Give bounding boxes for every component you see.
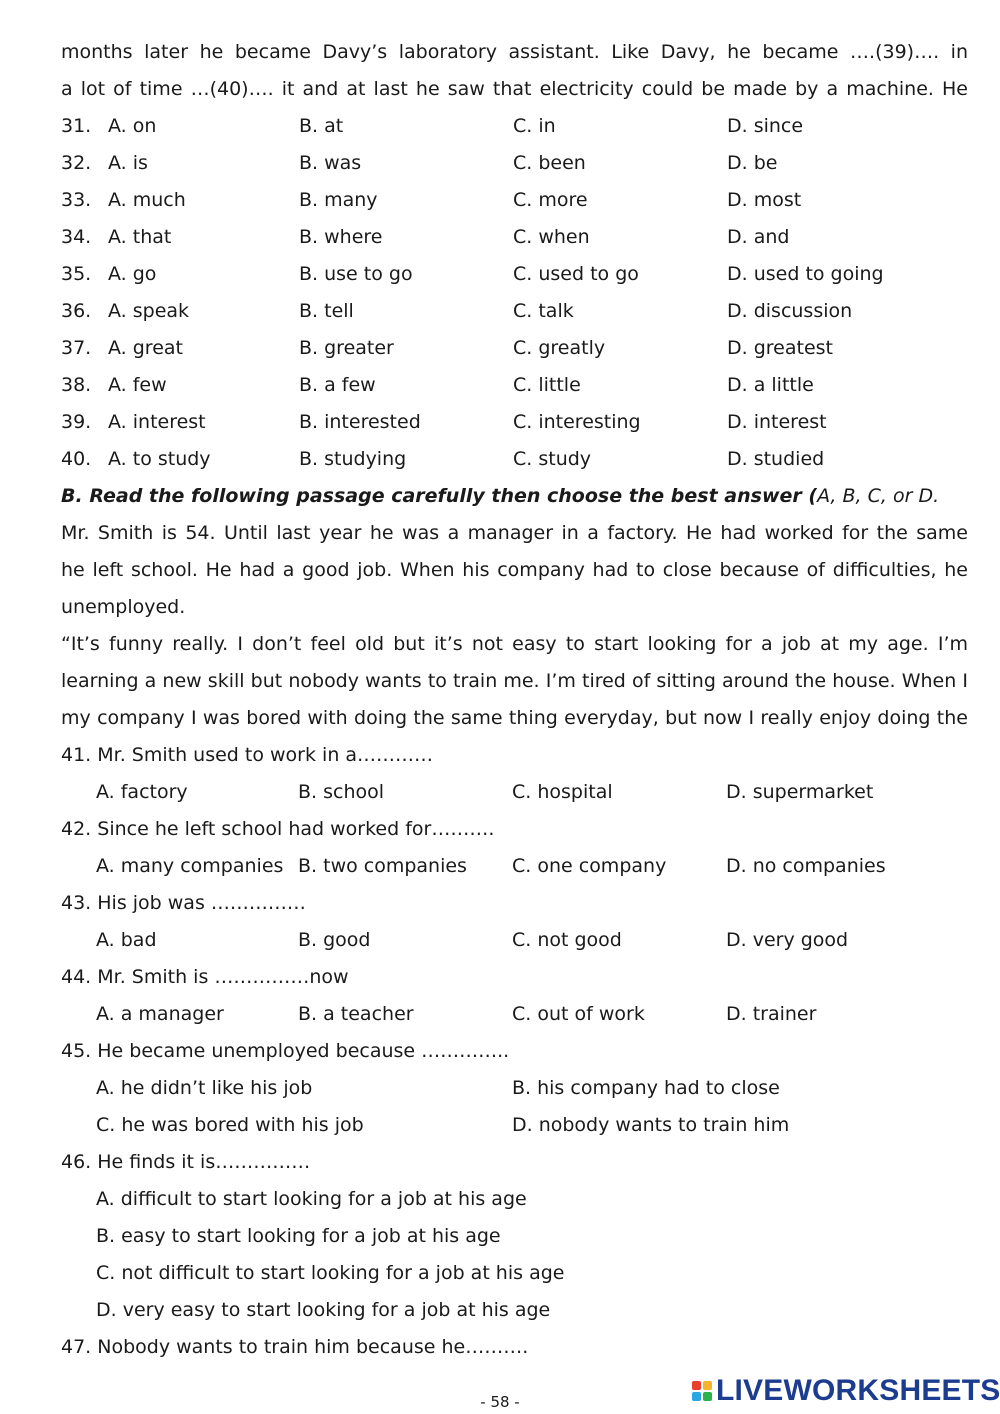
option-c[interactable]: C. study (513, 448, 592, 470)
option-b[interactable]: B. use to go (299, 263, 413, 285)
option-c[interactable]: C. used to go (513, 263, 639, 285)
logo-mark-icon (692, 1381, 712, 1401)
question-32 (61, 145, 968, 182)
option-b[interactable]: B. tell (299, 300, 354, 322)
question-33 (61, 182, 968, 219)
option-c[interactable]: C. in (513, 115, 556, 137)
option-a[interactable]: A. few (108, 374, 167, 396)
instruction-options: A, B, C, or D. (817, 485, 940, 507)
option-a[interactable]: A. a manager (96, 1003, 224, 1025)
intro-line: months later he became Davy’s laboratory assistant. Like Davy, he became ….(39)…. in (61, 41, 968, 63)
option-c[interactable]: C. little (513, 374, 581, 396)
option-d[interactable]: D. very easy to start looking for a job at his age (96, 1299, 551, 1321)
option-b[interactable]: B. where (299, 226, 383, 248)
question-number: 32. (61, 152, 92, 174)
question-number: 39. (61, 411, 92, 433)
passage-line: unemployed. (61, 596, 186, 618)
option-d[interactable]: D. supermarket (726, 781, 874, 803)
option-a[interactable]: A. on (108, 115, 157, 137)
passage-line: learning a new skill but nobody wants to train me. I’m tired of sitting around the house. When I (61, 670, 968, 692)
option-c[interactable]: C. not difficult to start looking for a job at his age (96, 1262, 565, 1284)
option-a[interactable]: A. go (108, 263, 157, 285)
logo-square (703, 1392, 712, 1401)
question-43-options (96, 922, 968, 959)
option-c[interactable]: C. been (513, 152, 586, 174)
instruction-text: B. Read the following passage carefully then choose the best answer ( (61, 485, 818, 507)
option-c[interactable]: C. one company (512, 855, 667, 877)
option-a[interactable]: A. many companies (96, 855, 284, 877)
question-number: 33. (61, 189, 92, 211)
question-41-stem: 41. Mr. Smith used to work in a………… (61, 744, 434, 766)
question-number: 37. (61, 337, 92, 359)
passage-line: “It’s funny really. I don’t feel old but it’s not easy to start looking for a job at my age. I’m (61, 633, 968, 655)
logo-square (692, 1392, 701, 1401)
option-d[interactable]: D. most (727, 189, 802, 211)
option-c[interactable]: C. he was bored with his job (96, 1114, 364, 1136)
question-41-options (96, 774, 968, 811)
intro-line: a lot of time …(40)…. it and at last he saw that electricity could be made by a machine. He (61, 78, 968, 100)
question-44-options (96, 996, 968, 1033)
option-c[interactable]: C. when (513, 226, 590, 248)
option-b[interactable]: B. was (299, 152, 362, 174)
option-c[interactable]: C. more (513, 189, 588, 211)
option-d[interactable]: D. used to going (727, 263, 884, 285)
option-d[interactable]: D. discussion (727, 300, 853, 322)
option-b[interactable]: B. school (298, 781, 385, 803)
question-43-stem: 43. His job was …………… (61, 892, 306, 914)
option-a[interactable]: A. much (108, 189, 186, 211)
option-d[interactable]: D. nobody wants to train him (512, 1114, 790, 1136)
question-31 (61, 108, 968, 145)
option-a[interactable]: A. he didn’t like his job (96, 1077, 313, 1099)
option-a[interactable]: A. bad (96, 929, 157, 951)
option-d[interactable]: D. greatest (727, 337, 833, 359)
question-42-stem: 42. Since he left school had worked for………. (61, 818, 495, 840)
question-37 (61, 330, 968, 367)
option-a[interactable]: A. great (108, 337, 183, 359)
option-b[interactable]: B. many (299, 189, 378, 211)
question-36 (61, 293, 968, 330)
question-44-stem: 44. Mr. Smith is ……………now (61, 966, 349, 988)
option-b[interactable]: B. at (299, 115, 344, 137)
passage-line: my company I was bored with doing the same thing everyday, but now I really enjoy doing the (61, 707, 968, 729)
option-d[interactable]: D. interest (727, 411, 827, 433)
option-c[interactable]: C. not good (512, 929, 622, 951)
question-40 (61, 441, 968, 478)
question-number: 34. (61, 226, 92, 248)
option-a[interactable]: A. that (108, 226, 172, 248)
option-a[interactable]: A. is (108, 152, 148, 174)
option-c[interactable]: C. hospital (512, 781, 613, 803)
part-b-instruction (61, 478, 968, 515)
question-38 (61, 367, 968, 404)
logo-square (692, 1381, 701, 1390)
option-b[interactable]: B. his company had to close (512, 1077, 780, 1099)
option-c[interactable]: C. greatly (513, 337, 606, 359)
option-b[interactable]: B. good (298, 929, 371, 951)
option-c[interactable]: C. interesting (513, 411, 641, 433)
option-a[interactable]: A. factory (96, 781, 188, 803)
option-b[interactable]: B. a teacher (298, 1003, 414, 1025)
page-number: - 58 - (480, 1393, 520, 1411)
question-34 (61, 219, 968, 256)
option-a[interactable]: A. speak (108, 300, 190, 322)
option-a[interactable]: A. to study (108, 448, 211, 470)
option-b[interactable]: B. greater (299, 337, 394, 359)
question-number: 40. (61, 448, 92, 470)
question-number: 35. (61, 263, 92, 285)
passage-line: he left school. He had a good job. When his company had to close because of difficulties, he (61, 559, 968, 581)
liveworksheets-logo (692, 1373, 1000, 1409)
question-number: 38. (61, 374, 92, 396)
option-c[interactable]: C. out of work (512, 1003, 645, 1025)
question-45-options-row1 (96, 1070, 968, 1107)
question-46-stem: 46. He finds it is…………… (61, 1151, 311, 1173)
option-d[interactable]: D. since (727, 115, 804, 137)
question-number: 31. (61, 115, 92, 137)
question-number: 36. (61, 300, 92, 322)
option-b[interactable]: B. interested (299, 411, 421, 433)
logo-text: LIVEWORKSHEETS (716, 1374, 1000, 1407)
option-d[interactable]: D. very good (726, 929, 849, 951)
option-d[interactable]: D. trainer (726, 1003, 817, 1025)
logo-square (703, 1381, 712, 1390)
question-42-options (96, 848, 968, 885)
question-35 (61, 256, 968, 293)
option-b[interactable]: B. easy to start looking for a job at his age (96, 1225, 501, 1247)
passage-line: Mr. Smith is 54. Until last year he was a manager in a factory. He had worked for the same (61, 522, 968, 544)
question-39 (61, 404, 968, 441)
option-b[interactable]: B. a few (299, 374, 376, 396)
option-a[interactable]: A. difficult to start looking for a job at his age (96, 1188, 527, 1210)
option-d[interactable]: D. be (727, 152, 778, 174)
option-d[interactable]: D. a little (727, 374, 814, 396)
option-d[interactable]: D. studied (727, 448, 825, 470)
option-c[interactable]: C. talk (513, 300, 574, 322)
question-45-options-row2 (96, 1107, 968, 1144)
option-a[interactable]: A. interest (108, 411, 206, 433)
option-d[interactable]: D. no companies (726, 855, 886, 877)
option-b[interactable]: B. studying (299, 448, 407, 470)
question-45-stem: 45. He became unemployed because ………….. (61, 1040, 510, 1062)
option-d[interactable]: D. and (727, 226, 790, 248)
option-b[interactable]: B. two companies (298, 855, 467, 877)
question-47-stem: 47. Nobody wants to train him because he………. (61, 1336, 529, 1358)
